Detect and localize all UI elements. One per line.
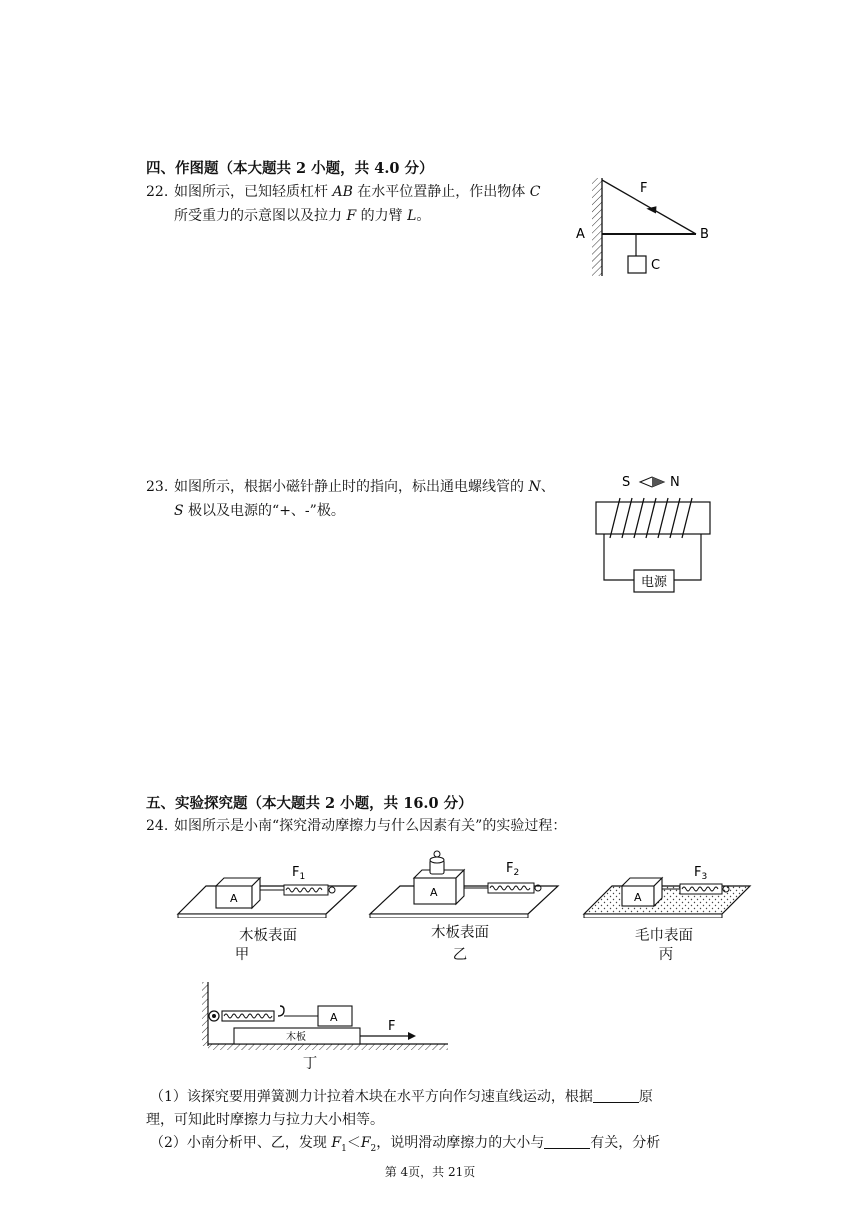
question-23-line-1: 23. 如图所示，根据小磁针静止时的指向，标出通电螺线管的 N、	[146, 479, 555, 495]
label-s: S	[622, 475, 631, 490]
label-f: F	[640, 181, 648, 196]
board-edge	[370, 914, 528, 918]
figure-jia	[176, 856, 360, 918]
figure-yi-surface: 木板表面	[431, 925, 489, 941]
question-22-number: 22.	[146, 184, 169, 200]
question-22-line-2: 所受重力的示意图以及拉力 F 的力臂 L。	[174, 208, 431, 224]
spring-scale	[488, 883, 534, 893]
figure-jia-name: 甲	[234, 947, 250, 963]
figure-bing	[582, 856, 754, 918]
power-source-label: 电源	[640, 575, 668, 590]
block-a-label: A	[330, 1011, 338, 1024]
force-label: F	[388, 1019, 396, 1034]
force-label: $F_2$	[506, 861, 520, 878]
figure-ding-name: 丁	[302, 1056, 318, 1072]
question-23-line-2: S 极以及电源的“+、-”极。	[174, 503, 345, 519]
wooden-board-label: 木板	[286, 1032, 306, 1043]
question-24-line-1: 24. 如图所示是小南“探究滑动摩擦力与什么因素有关”的实验过程：	[146, 818, 567, 834]
force-label: $F_1$	[292, 865, 306, 882]
question-23-number: 23.	[146, 479, 169, 495]
object-c-box	[628, 256, 646, 273]
figure-jia-surface: 木板表面	[239, 928, 297, 944]
scale-hook	[278, 1006, 284, 1016]
question-22-line-1: 22. 如图所示，已知轻质杠杆 AB 在水平位置静止，作出物体 C	[146, 184, 541, 200]
block-a-label: A	[230, 892, 238, 905]
block-a-label: A	[634, 891, 642, 904]
section-4-title: 四、作图题（本大题共 2 小题，共 4.0 分）	[146, 160, 434, 177]
solenoid-core	[596, 502, 710, 534]
lever-diagram	[570, 170, 730, 282]
label-a: A	[576, 227, 585, 242]
towel-surface	[584, 886, 750, 914]
weight-knob	[434, 851, 440, 857]
rope-line	[602, 180, 696, 234]
label-c: C	[651, 258, 661, 273]
question-24-part-2-line-1: （2）小南分析甲、乙，发现 $F_1<F_2$，说明滑动摩擦力的大小与 有关，分析	[150, 1135, 661, 1154]
question-24-part-1-line-2: 理，可知此时摩擦力与拉力大小相等。	[146, 1112, 384, 1128]
right-wire	[672, 534, 701, 580]
board-edge	[584, 914, 722, 918]
section-5-title: 五、实验探究题（本大题共 2 小题，共 16.0 分）	[146, 795, 473, 812]
figure-yi-name: 乙	[452, 947, 468, 963]
wall-hatching	[202, 982, 208, 1046]
wall-hatching	[592, 178, 602, 276]
label-n: N	[670, 475, 680, 490]
left-wire	[604, 534, 636, 580]
figure-bing-name: 丙	[658, 947, 674, 963]
block-a-label: A	[430, 886, 438, 899]
solenoid-diagram	[588, 468, 718, 600]
board-edge	[178, 914, 326, 918]
compass-needle-north-half	[652, 477, 664, 487]
answer-blank[interactable]	[593, 1089, 639, 1103]
label-b: B	[700, 227, 709, 242]
figure-ding	[200, 978, 460, 1054]
weight-top	[430, 857, 444, 863]
wall-ring-center	[212, 1014, 216, 1018]
floor-hatching	[208, 1044, 448, 1050]
figure-yi	[366, 848, 566, 918]
force-arrow-head	[646, 204, 659, 217]
page-footer: 第 4页，共 21页	[384, 1165, 476, 1179]
question-24-part-1-line-1: （1）该探究要用弹簧测力计拉着木块在水平方向作匀速直线运动，根据 原	[150, 1089, 653, 1105]
question-24-number: 24.	[146, 818, 169, 834]
solenoid-coils	[610, 498, 692, 538]
force-arrow-head	[408, 1032, 416, 1040]
answer-blank[interactable]	[544, 1135, 590, 1149]
force-label: $F_3$	[694, 865, 708, 882]
figure-bing-surface: 毛巾表面	[635, 928, 693, 944]
